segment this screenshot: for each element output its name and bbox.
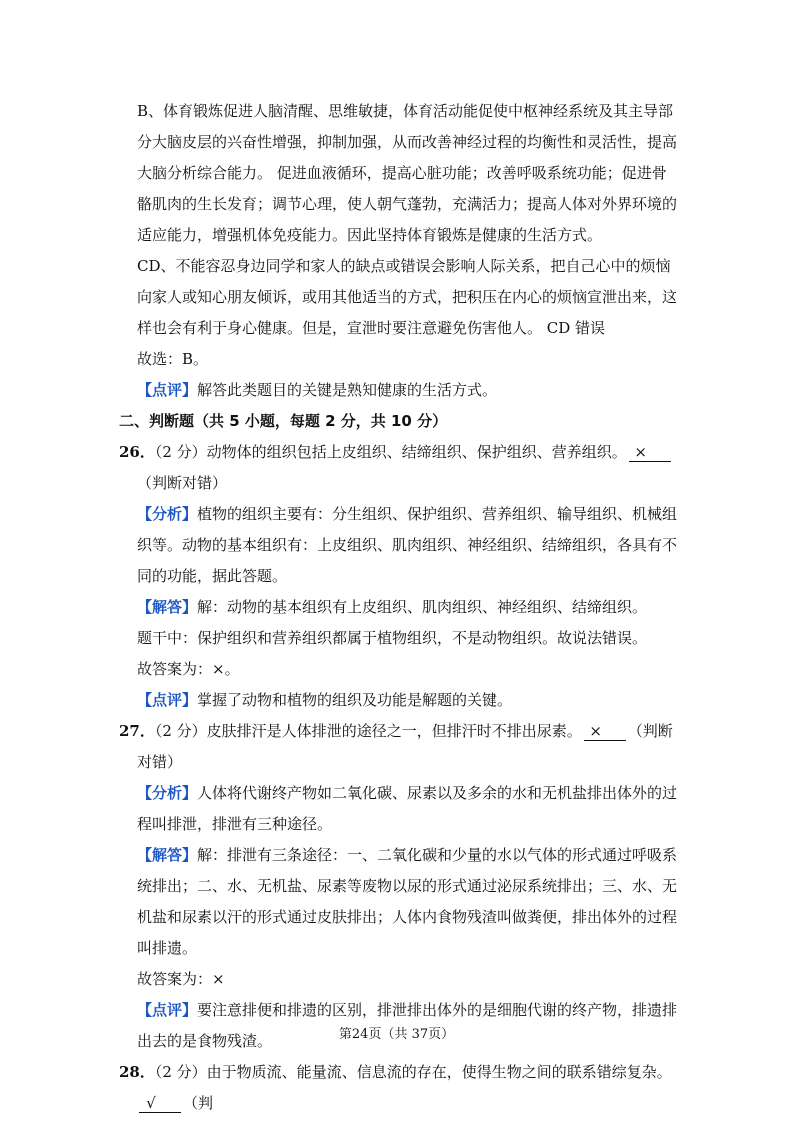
question-26-final: 故答案为：×。 — [137, 660, 240, 678]
question-27-text: （2 分）皮肤排汗是人体排泄的途径之一，但排汗时不排出尿素。 — [154, 722, 582, 740]
question-26-solution — [119, 592, 679, 623]
review-tag: 【点评】 — [137, 381, 198, 399]
solution-tag: 【解答】 — [137, 598, 198, 616]
question-27-answer-blank: × — [584, 722, 626, 741]
section-title: 二、判断题（共 5 小题，每题 2 分，共 10 分） — [119, 412, 448, 430]
page-content — [119, 96, 679, 1119]
question-26-review-text: 掌握了动物和植物的组织及功能是解题的关键。 — [197, 691, 513, 709]
question-27-review — [119, 995, 679, 1057]
solution-tag: 【解答】 — [137, 846, 198, 864]
analysis-tag: 【分析】 — [137, 784, 198, 802]
review-25-text: 解答此类题目的关键是熟知健康的生活方式。 — [197, 381, 498, 399]
question-27-solution — [119, 840, 679, 964]
page-footer: 第24页（共 37页） — [338, 1027, 455, 1042]
option-cd-paragraph: CD、不能容忍身边同学和家人的缺点或错误会影响人际关系，把自己心中的烦恼向家人或知心朋友倾诉，或用其他适当的方式，把积压在内心的烦恼宣泄出来，这样也会有利于身心健康。但是，宣泄时要注意避免伤害他人。 CD 错误 — [137, 257, 678, 337]
question-28 — [119, 1057, 679, 1119]
question-26-analysis-text: 植物的组织主要有：分生组织、保护组织、营养组织、输导组织、机械组织等。动物的基本组织有：上皮组织、肌肉组织、神经组织、结缔组织，各具有不同的功能，据此答题。 — [137, 505, 678, 585]
question-27 — [119, 716, 679, 778]
question-26-number: 26． — [119, 443, 155, 461]
question-27-solution-text: 解：排泄有三条途径：一、二氧化碳和少量的水以气体的形式通过呼吸系统排出；二、水、无机盐、尿素等废物以尿的形式通过泌尿系统排出；三、水、无机盐和尿素以汗的形式通过皮肤排出；人体内食物残渣叫做粪便，排出体外的过程叫排遗。 — [137, 846, 678, 957]
question-26-suffix: （判断对错） — [137, 474, 228, 492]
question-26-analysis — [119, 499, 679, 592]
question-28-suffix: （判 — [183, 1094, 214, 1112]
question-26-review — [119, 685, 679, 716]
review-tag: 【点评】 — [137, 691, 198, 709]
question-27-number: 27． — [119, 722, 155, 740]
question-27-analysis — [119, 778, 679, 840]
question-26-text: （2 分）动物体的组织包括上皮组织、结缔组织、保护组织、营养组织。 — [154, 443, 627, 461]
question-28-answer-blank: √ — [139, 1094, 181, 1113]
question-27-suffix: （判断对错） — [137, 722, 673, 771]
question-26-solution-text: 解：动物的基本组织有上皮组织、肌肉组织、神经组织、结缔组织。 — [197, 598, 648, 616]
choose-answer: 故选：B。 — [137, 350, 209, 368]
question-28-number: 28． — [119, 1063, 155, 1081]
question-26-answer-blank: × — [629, 443, 671, 462]
option-b-paragraph: B、体育锻炼促进人脑清醒、思维敏捷，体育活动能促使中枢神经系统及其主导部分大脑皮层的兴奋性增强，抑制加强，从而改善神经过程的均衡性和灵活性，提高大脑分析综合能力。 促进血液循环，提高心脏功能；改善呼吸系统功能；促进骨骼肌肉的生长发育；调节心理，使人朝气蓬勃，充满活力；提高人体对外界环境的适应能力，增强机体免疫能力。因此坚持体育锻炼是健康的生活方式。 — [137, 102, 678, 244]
question-27-analysis-text: 人体将代谢终产物如二氧化碳、尿素以及多余的水和无机盐排出体外的过程叫排泄，排泄有三种途径。 — [137, 784, 678, 833]
question-27-final: 故答案为：× — [137, 970, 225, 988]
analysis-tag: 【分析】 — [137, 505, 198, 523]
question-28-text: （2 分）由于物质流、能量流、信息流的存在，使得生物之间的联系错综复杂。 — [154, 1063, 672, 1081]
question-27-review-text: 要注意排便和排遗的区别，排泄排出体外的是细胞代谢的终产物，排遗排出去的是食物残渣。 — [137, 1001, 678, 1050]
question-26 — [119, 437, 679, 499]
review-tag: 【点评】 — [137, 1001, 198, 1019]
review-25 — [119, 375, 679, 406]
question-26-solution-2: 题干中：保护组织和营养组织都属于植物组织，不是动物组织。故说法错误。 — [137, 629, 648, 647]
